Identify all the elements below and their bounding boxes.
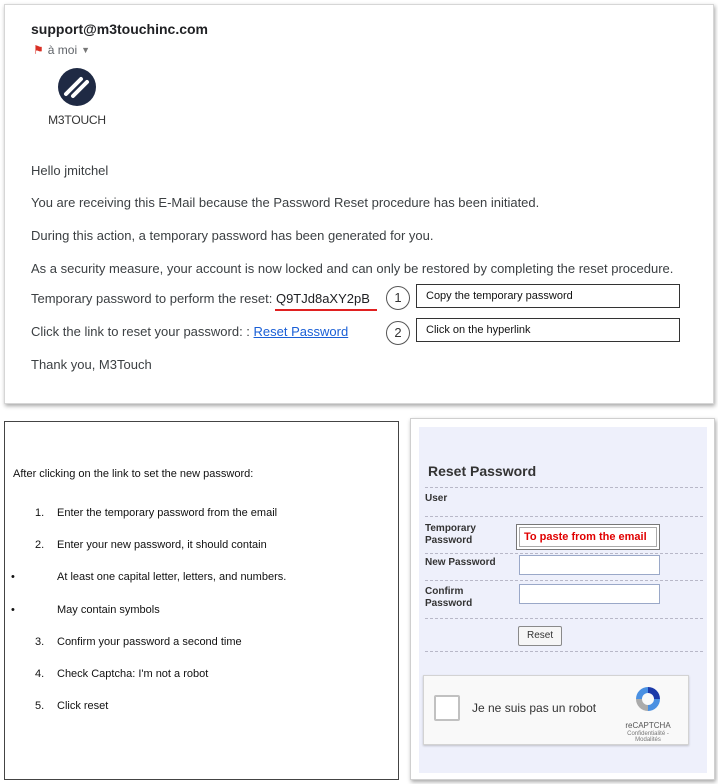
reset-link-label: Click the link to reset your password: :: [31, 324, 250, 339]
m3touch-logo-icon: [57, 67, 97, 107]
callout-click-link: Click on the hyperlink: [416, 318, 680, 342]
temp-password-label: Temporary password to perform the reset:: [31, 291, 273, 306]
captcha-checkbox[interactable]: [434, 695, 460, 721]
recaptcha-widget: [423, 675, 689, 745]
new-password-input[interactable]: [519, 555, 660, 575]
temp-password-input[interactable]: [516, 524, 660, 550]
instruction-step: 4. Check Captcha: I'm not a robot: [35, 668, 209, 680]
instruction-step: 5. Click reset: [35, 700, 109, 712]
recaptcha-logo-icon: [633, 684, 663, 714]
user-label: User: [425, 493, 448, 504]
instructions-intro: After clicking on the link to set the new password:: [13, 468, 254, 480]
reset-form-panel: [410, 418, 715, 780]
logo-text: M3TOUCH: [48, 113, 106, 127]
email-line-1: You are receiving this E-Mail because the Password Reset procedure has been initiated.: [31, 195, 540, 210]
reset-link-line: [31, 324, 348, 339]
chevron-down-icon[interactable]: ▼: [81, 45, 91, 55]
temp-password-line: [31, 291, 370, 306]
temp-password-value[interactable]: Q9TJd8aXY2pB: [275, 291, 370, 306]
recaptcha-brand-text: reCAPTCHA: [625, 721, 671, 730]
instruction-step: 3. Confirm your password a second time: [35, 636, 242, 648]
paste-hint: To paste from the email: [519, 527, 657, 547]
instruction-step: 1. Enter the temporary password from the email: [35, 507, 278, 519]
new-password-label: New Password: [425, 557, 496, 568]
divider: [425, 651, 703, 652]
divider: [425, 553, 703, 554]
recipient-label: à moi: [47, 43, 78, 57]
recipient-row[interactable]: [33, 43, 90, 57]
instruction-bullet: • May contain symbols: [11, 604, 160, 616]
m3touch-logo: [39, 67, 115, 127]
signoff: Thank you, M3Touch: [31, 357, 152, 372]
email-line-3: As a security measure, your account is now locked and can only be restored by completing the reset procedure.: [31, 261, 674, 276]
callout-number-1: 1: [386, 286, 410, 310]
confirm-password-label: Confirm Password: [425, 586, 473, 609]
email-panel: [4, 4, 714, 404]
reset-button[interactable]: Reset: [518, 626, 562, 646]
reset-password-link[interactable]: Reset Password: [253, 324, 349, 339]
instructions-panel: [4, 421, 399, 780]
callout-number-2: 2: [386, 321, 410, 345]
callout-copy-password: Copy the temporary password: [416, 284, 680, 308]
important-marker-icon: ⚑: [33, 43, 44, 57]
greeting: Hello jmitchel: [31, 163, 109, 178]
recaptcha-links[interactable]: Confidentialité - Modalités: [627, 731, 669, 743]
reset-password-form: [419, 427, 707, 773]
captcha-label: Je ne suis pas un robot: [472, 701, 597, 715]
temp-password-field-label: Temporary Password: [425, 523, 476, 546]
form-title: Reset Password: [428, 463, 537, 479]
email-line-2: During this action, a temporary password has been generated for you.: [31, 228, 434, 243]
instruction-step: 2. Enter your new password, it should contain: [35, 539, 267, 551]
confirm-password-input[interactable]: [519, 584, 660, 604]
recaptcha-brand: [614, 684, 682, 743]
divider: [425, 580, 703, 581]
divider: [425, 516, 703, 517]
divider: [425, 618, 703, 619]
instruction-bullet: • At least one capital letter, letters, and numbers.: [11, 571, 287, 583]
temp-password-underline: [275, 309, 377, 311]
sender-address: support@m3touchinc.com: [31, 21, 208, 37]
divider: [425, 487, 703, 488]
